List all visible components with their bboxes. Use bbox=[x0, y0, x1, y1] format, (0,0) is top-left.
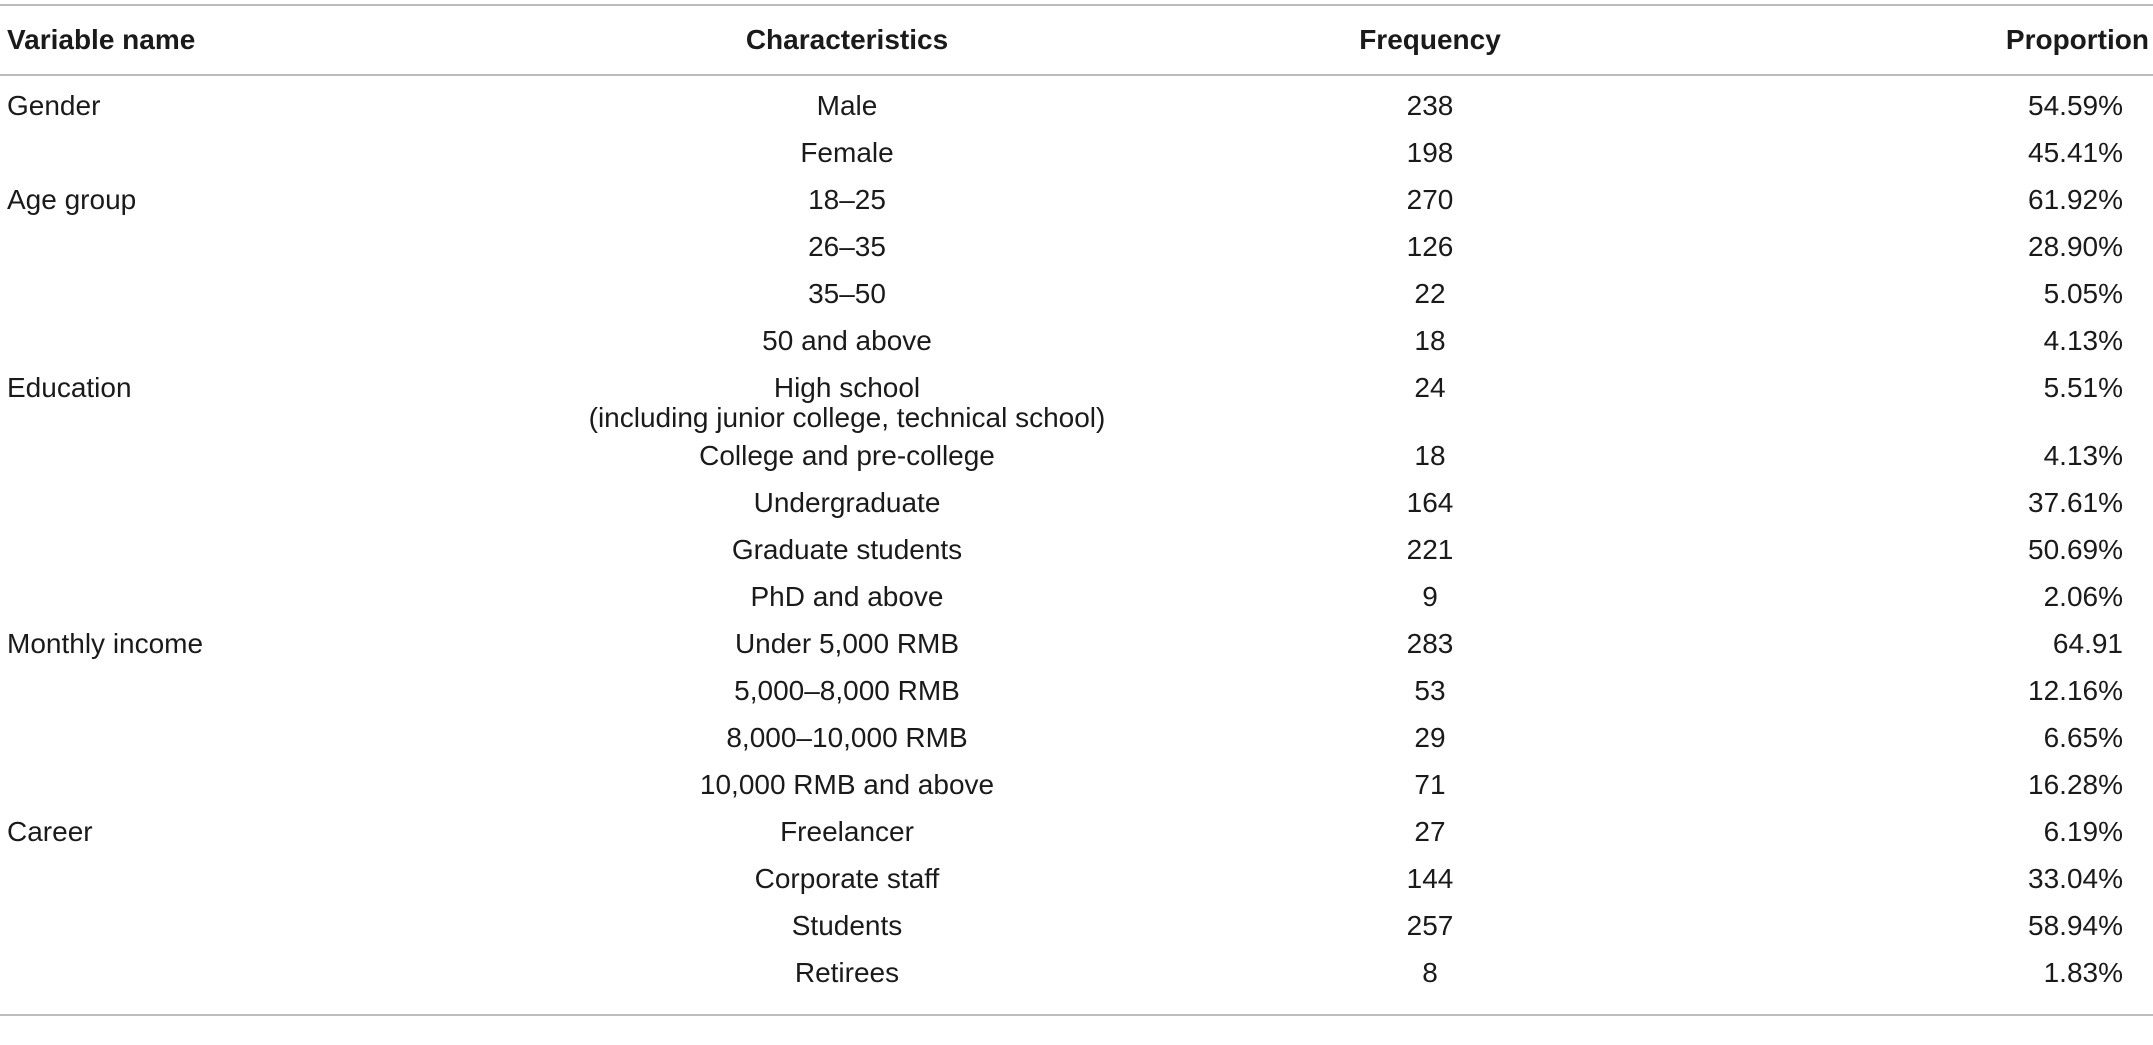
cell-variable-name bbox=[0, 718, 567, 765]
cell-proportion: 16.28% bbox=[2028, 769, 2123, 800]
header-frequency: Frequency bbox=[1359, 24, 1501, 55]
characteristic-label: Freelancer bbox=[780, 816, 914, 847]
cell-variable-name bbox=[0, 483, 567, 530]
table-row bbox=[0, 133, 2153, 180]
cell-variable-name bbox=[0, 274, 567, 321]
table-body bbox=[0, 75, 2153, 1015]
cell-variable-name bbox=[0, 953, 567, 1015]
table-row bbox=[0, 906, 2153, 953]
table-row bbox=[0, 180, 2153, 227]
table-row bbox=[0, 436, 2153, 483]
header-variable-name: Variable name bbox=[7, 24, 196, 55]
cell-frequency: 27 bbox=[1414, 816, 1446, 847]
cell-frequency: 29 bbox=[1414, 722, 1446, 753]
cell-proportion: 2.06% bbox=[2043, 581, 2123, 612]
cell-proportion: 4.13% bbox=[2043, 325, 2123, 356]
characteristic-label: 50 and above bbox=[762, 325, 932, 356]
table-row bbox=[0, 75, 2153, 133]
cell-variable-name: Career bbox=[7, 816, 93, 847]
cell-characteristic bbox=[567, 765, 1127, 812]
header-proportion: Proportion bbox=[2005, 24, 2149, 55]
characteristic-label: 8,000–10,000 RMB bbox=[726, 722, 968, 753]
cell-proportion: 28.90% bbox=[2028, 231, 2123, 262]
demographics-table bbox=[0, 4, 2153, 1016]
cell-proportion: 45.41% bbox=[2028, 137, 2123, 168]
cell-frequency: 18 bbox=[1414, 440, 1446, 471]
table-row bbox=[0, 483, 2153, 530]
cell-variable-name bbox=[0, 530, 567, 577]
cell-frequency: 18 bbox=[1414, 325, 1446, 356]
table-row bbox=[0, 577, 2153, 624]
cell-variable-name bbox=[0, 671, 567, 718]
cell-variable-name bbox=[0, 133, 567, 180]
cell-frequency: 238 bbox=[1406, 90, 1454, 121]
cell-characteristic bbox=[567, 75, 1127, 133]
table-row bbox=[0, 530, 2153, 577]
table-row bbox=[0, 227, 2153, 274]
characteristic-label: 26–35 bbox=[808, 231, 886, 262]
cell-proportion: 50.69% bbox=[2028, 534, 2123, 565]
characteristic-label: PhD and above bbox=[750, 581, 944, 612]
characteristic-label: 18–25 bbox=[808, 184, 886, 215]
cell-frequency: 221 bbox=[1406, 534, 1454, 565]
cell-characteristic bbox=[567, 321, 1127, 368]
characteristic-label: Retirees bbox=[794, 957, 900, 988]
cell-variable-name bbox=[0, 906, 567, 953]
cell-characteristic bbox=[567, 859, 1127, 906]
cell-frequency: 22 bbox=[1414, 278, 1446, 309]
cell-characteristic bbox=[567, 812, 1127, 859]
cell-variable-name bbox=[0, 227, 567, 274]
characteristic-label: Male bbox=[816, 90, 878, 121]
cell-characteristic bbox=[567, 180, 1127, 227]
table-row bbox=[0, 953, 2153, 1015]
cell-proportion: 61.92% bbox=[2028, 184, 2123, 215]
cell-proportion: 6.65% bbox=[2043, 722, 2123, 753]
cell-variable-name: Age group bbox=[7, 184, 137, 215]
table-row bbox=[0, 718, 2153, 765]
cell-variable-name bbox=[0, 436, 567, 483]
cell-frequency: 126 bbox=[1406, 231, 1454, 262]
cell-proportion: 4.13% bbox=[2043, 440, 2123, 471]
characteristic-label: 35–50 bbox=[808, 278, 886, 309]
cell-characteristic bbox=[567, 436, 1127, 483]
cell-frequency: 164 bbox=[1406, 487, 1454, 518]
cell-characteristic bbox=[567, 133, 1127, 180]
header-row bbox=[0, 5, 2153, 75]
cell-characteristic bbox=[567, 906, 1127, 953]
cell-characteristic bbox=[567, 530, 1127, 577]
cell-proportion: 54.59% bbox=[2028, 90, 2123, 121]
table-header bbox=[0, 5, 2153, 75]
characteristic-label: Students bbox=[791, 910, 903, 941]
cell-variable-name bbox=[0, 577, 567, 624]
cell-variable-name: Monthly income bbox=[7, 628, 204, 659]
cell-frequency: 9 bbox=[1422, 581, 1438, 612]
cell-variable-name bbox=[0, 765, 567, 812]
cell-frequency: 270 bbox=[1406, 184, 1454, 215]
cell-frequency: 8 bbox=[1422, 957, 1438, 988]
cell-proportion: 12.16% bbox=[2028, 675, 2123, 706]
table-row bbox=[0, 671, 2153, 718]
cell-characteristic bbox=[567, 368, 1127, 436]
cell-variable-name: Education bbox=[7, 372, 132, 403]
characteristic-sublabel: (including junior college, technical school) bbox=[588, 402, 1106, 433]
cell-frequency: 24 bbox=[1414, 372, 1446, 403]
cell-frequency: 144 bbox=[1406, 863, 1454, 894]
cell-variable-name bbox=[0, 859, 567, 906]
characteristic-label: High school bbox=[773, 372, 921, 403]
cell-frequency: 53 bbox=[1414, 675, 1446, 706]
characteristic-label: Female bbox=[800, 137, 894, 168]
cell-characteristic bbox=[567, 953, 1127, 1015]
cell-characteristic bbox=[567, 671, 1127, 718]
characteristic-label: Graduate students bbox=[731, 534, 963, 565]
characteristic-label: Undergraduate bbox=[753, 487, 941, 518]
cell-characteristic bbox=[567, 227, 1127, 274]
cell-proportion: 37.61% bbox=[2028, 487, 2123, 518]
cell-proportion: 5.51% bbox=[2043, 372, 2123, 403]
characteristic-label: 5,000–8,000 RMB bbox=[734, 675, 960, 706]
table-row bbox=[0, 321, 2153, 368]
characteristic-label: Corporate staff bbox=[754, 863, 940, 894]
cell-proportion: 58.94% bbox=[2028, 910, 2123, 941]
table-row bbox=[0, 274, 2153, 321]
characteristic-label: Under 5,000 RMB bbox=[734, 628, 960, 659]
cell-frequency: 71 bbox=[1414, 769, 1446, 800]
cell-characteristic bbox=[567, 718, 1127, 765]
cell-variable-name bbox=[0, 321, 567, 368]
cell-characteristic bbox=[567, 577, 1127, 624]
table-row bbox=[0, 859, 2153, 906]
cell-proportion: 1.83% bbox=[2043, 957, 2123, 988]
table-row bbox=[0, 765, 2153, 812]
cell-characteristic bbox=[567, 483, 1127, 530]
cell-frequency: 283 bbox=[1406, 628, 1454, 659]
cell-characteristic bbox=[567, 624, 1127, 671]
characteristic-label: 10,000 RMB and above bbox=[699, 769, 995, 800]
cell-proportion: 33.04% bbox=[2028, 863, 2123, 894]
table-row bbox=[0, 624, 2153, 671]
table-row bbox=[0, 368, 2153, 436]
cell-variable-name: Gender bbox=[7, 90, 101, 121]
header-characteristics: Characteristics bbox=[745, 24, 949, 55]
cell-proportion: 5.05% bbox=[2043, 278, 2123, 309]
cell-proportion: 64.91 bbox=[2052, 628, 2123, 659]
cell-frequency: 198 bbox=[1406, 137, 1454, 168]
cell-frequency: 257 bbox=[1406, 910, 1454, 941]
table-row bbox=[0, 812, 2153, 859]
characteristic-label: College and pre-college bbox=[699, 440, 995, 471]
cell-characteristic bbox=[567, 274, 1127, 321]
cell-proportion: 6.19% bbox=[2043, 816, 2123, 847]
